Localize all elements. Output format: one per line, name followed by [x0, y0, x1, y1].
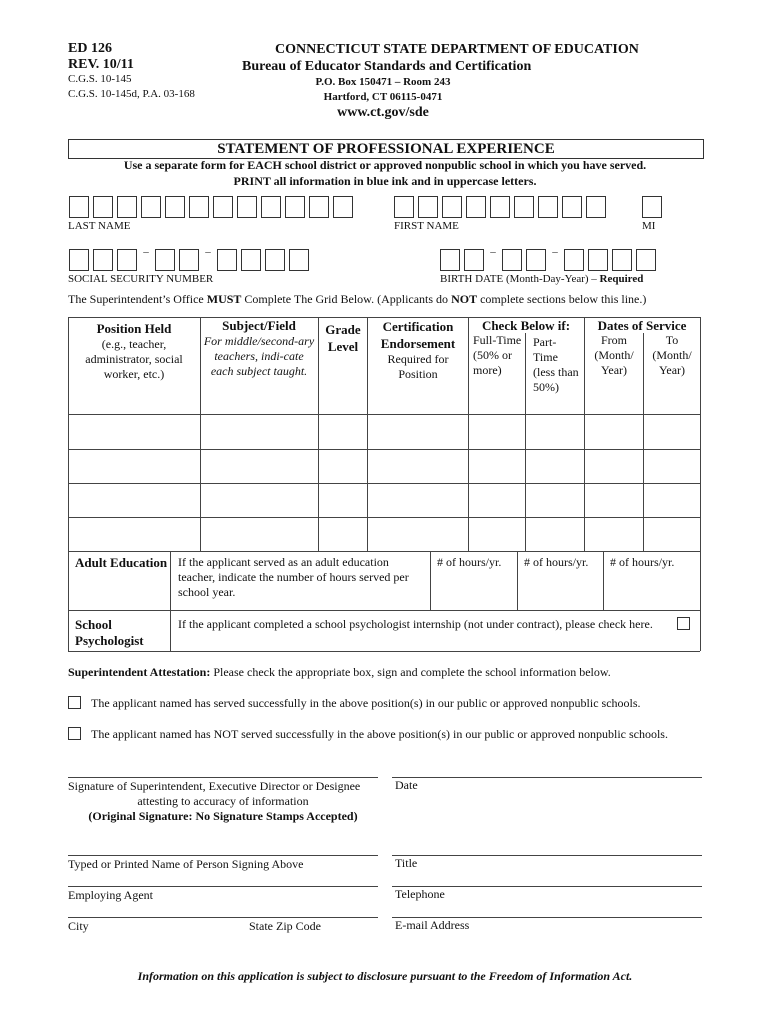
- birth-date-boxes[interactable]: – –: [440, 249, 660, 271]
- adult-hours-3[interactable]: # of hours/yr.: [610, 555, 675, 569]
- last-name-label: LAST NAME: [68, 220, 131, 232]
- mi-label: MI: [642, 220, 656, 232]
- from-header: From (Month/ Year): [594, 333, 634, 377]
- form-id: ED 126: [68, 41, 112, 56]
- table-row[interactable]: [69, 484, 700, 517]
- employing-agent-label: Employing Agent: [68, 888, 153, 902]
- adult-education-desc: If the applicant served as an adult education teacher, indicate the number of hours served per school year.: [178, 555, 409, 599]
- statute-1: C.G.S. 10-145: [68, 73, 132, 85]
- to-header: To (Month/ Year): [652, 333, 692, 377]
- typed-name-line[interactable]: [68, 855, 378, 856]
- signature-attest: attesting to accuracy of information: [137, 794, 309, 808]
- ssn-boxes[interactable]: – –: [69, 249, 313, 271]
- website: www.ct.gov/sde: [337, 105, 429, 120]
- ssn-label: SOCIAL SECURITY NUMBER: [68, 273, 214, 285]
- city-state-zip-line[interactable]: [68, 917, 378, 918]
- birth-date-required: Required: [599, 273, 644, 285]
- grade-level-header: Grade Level: [325, 322, 361, 354]
- first-name-boxes[interactable]: [394, 196, 610, 218]
- typed-name-label: Typed or Printed Name of Person Signing Above: [68, 857, 304, 871]
- instruction-1: Use a separate form for EACH school district or approved nonpublic school in which you have served.: [123, 158, 647, 172]
- bureau-name: Bureau of Educator Standards and Certification: [242, 59, 532, 74]
- part-time-header: Part-Time (less than 50%): [533, 335, 579, 394]
- statute-2: C.G.S. 10-145d, P.A. 03-168: [68, 88, 195, 100]
- certification-header: Certification Endorsement Required for Position: [380, 319, 456, 381]
- instruction-2: PRINT all information in blue ink and in uppercase letters.: [233, 174, 537, 188]
- school-psychologist-desc: If the applicant completed a school psychologist internship (not under contract), please check here.: [178, 617, 653, 631]
- foi-disclosure: Information on this application is subject to disclosure pursuant to the Freedom of Information Act.: [137, 969, 633, 983]
- signature-label: Signature of Superintendent, Executive Director or Designee: [68, 779, 361, 793]
- date-label: Date: [395, 778, 418, 792]
- table-row[interactable]: [69, 518, 700, 551]
- grid-note: The Superintendent’s Office MUST Complete The Grid Below. (Applicants do NOT complete sections below this line.): [68, 292, 647, 306]
- address-city: Hartford, CT 06115-0471: [323, 91, 443, 103]
- telephone-label: Telephone: [395, 887, 445, 901]
- title-line[interactable]: [392, 855, 702, 856]
- employing-agent-line[interactable]: [68, 886, 378, 887]
- table-row[interactable]: [69, 450, 700, 483]
- attestation-intro: Superintendent Attestation: Please check the appropriate box, sign and complete the school information below.: [68, 665, 611, 679]
- form-title: STATEMENT OF PROFESSIONAL EXPERIENCE: [68, 139, 704, 159]
- birth-date-label: BIRTH DATE (Month-Day-Year) – Required: [440, 273, 644, 285]
- city-label: City: [68, 919, 89, 933]
- not-served-text: The applicant named has NOT served successfully in the above position(s) in our public or approved nonpublic schools.: [91, 727, 668, 741]
- full-time-header: Full-Time (50% or more): [473, 333, 522, 377]
- department-name: CONNECTICUT STATE DEPARTMENT OF EDUCATION: [275, 42, 639, 57]
- form-revision: REV. 10/11: [68, 57, 134, 72]
- last-name-boxes[interactable]: [69, 196, 357, 218]
- adult-hours-2[interactable]: # of hours/yr.: [524, 555, 589, 569]
- middle-initial-box[interactable]: [642, 196, 666, 218]
- first-name-label: FIRST NAME: [394, 220, 459, 232]
- school-psychologist-checkbox[interactable]: [677, 617, 690, 630]
- date-line[interactable]: [392, 777, 702, 778]
- state-zip-label: State Zip Code: [249, 919, 321, 933]
- po-box: P.O. Box 150471 – Room 243: [315, 76, 451, 88]
- served-successfully-text: The applicant named has served successfully in the above position(s) in our public or approved nonpublic schools.: [91, 696, 641, 710]
- signature-line[interactable]: [68, 777, 378, 778]
- served-successfully-checkbox[interactable]: [68, 696, 81, 709]
- signature-original-note: (Original Signature: No Signature Stamps Accepted): [88, 809, 358, 823]
- check-below-header: Check Below if:: [481, 318, 571, 333]
- table-row[interactable]: [69, 415, 700, 449]
- position-held-header: Position Held (e.g., teacher, administrator, social worker, etc.): [85, 321, 183, 381]
- adult-education-label: Adult Education: [75, 555, 168, 570]
- dates-header: Dates of Service: [597, 318, 687, 333]
- school-psychologist-label: School Psychologist: [75, 617, 144, 648]
- adult-hours-1[interactable]: # of hours/yr.: [437, 555, 502, 569]
- email-label: E-mail Address: [395, 918, 470, 932]
- subject-field-header: Subject/Field For middle/second-ary teachers, indi-cate each subject taught.: [203, 318, 315, 378]
- not-served-checkbox[interactable]: [68, 727, 81, 740]
- title-label: Title: [395, 856, 418, 870]
